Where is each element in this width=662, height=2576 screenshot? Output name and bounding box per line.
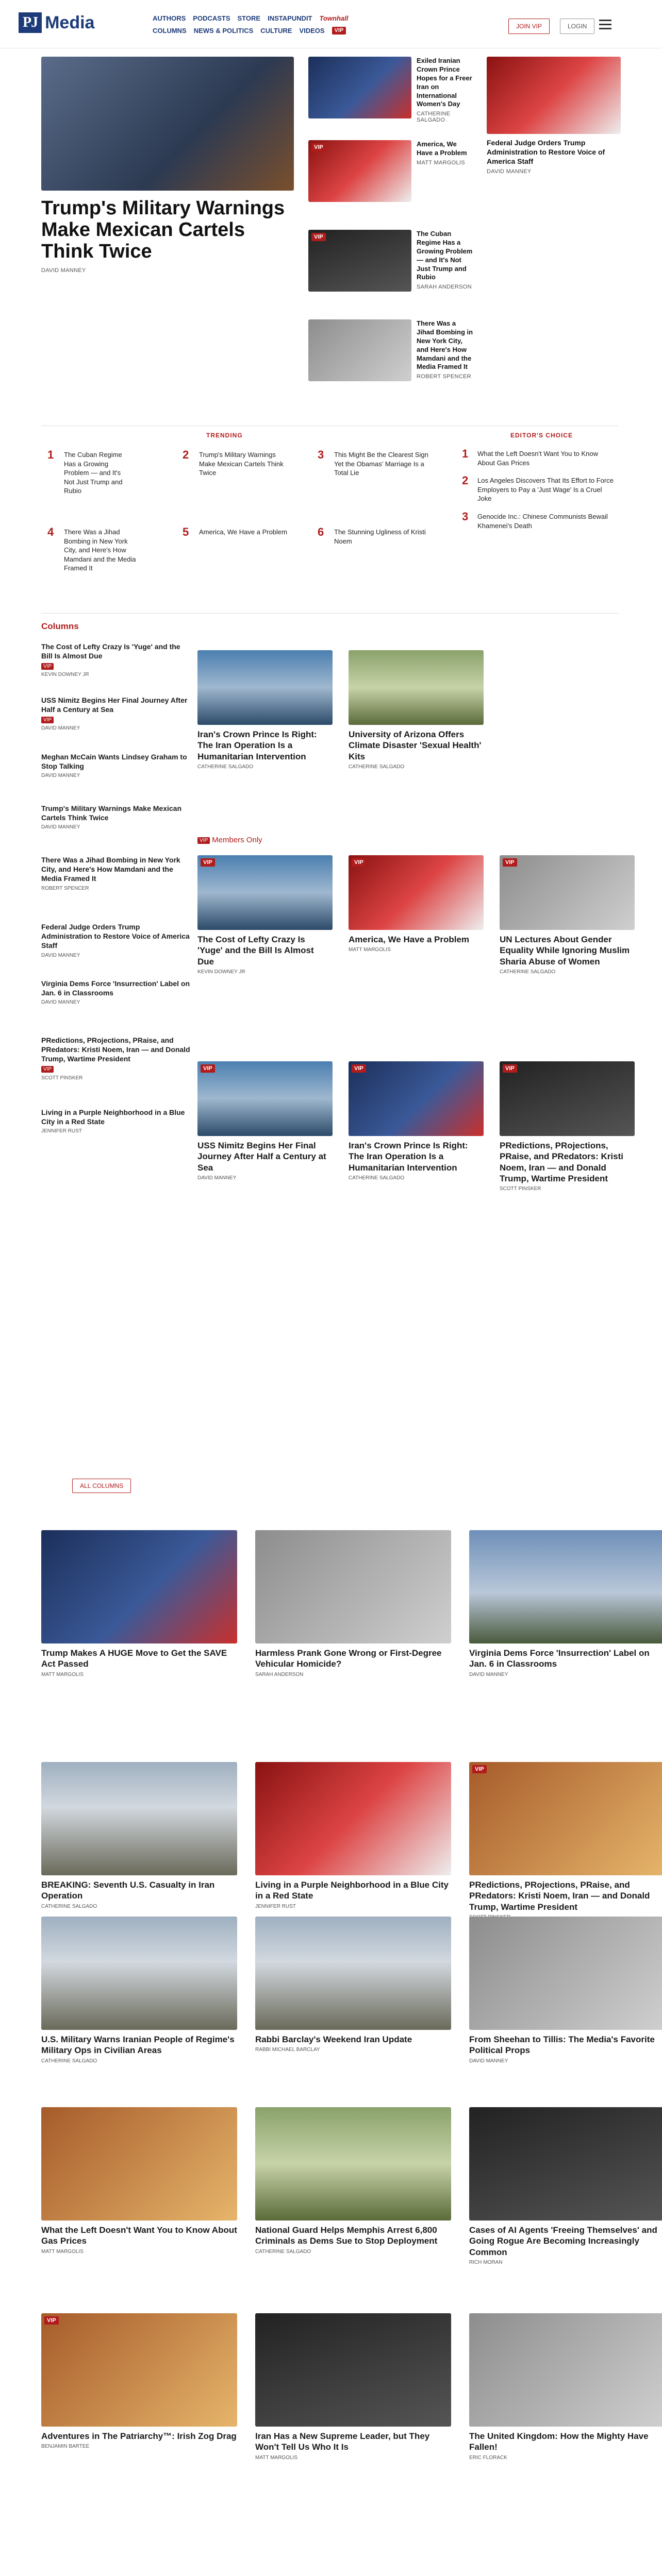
side-story[interactable]: [308, 57, 473, 123]
trending-number: 3: [318, 448, 324, 461]
side-story[interactable]: [487, 57, 621, 175]
article-author[interactable]: DAVID MANNEY: [469, 1671, 508, 1677]
article-author[interactable]: CATHERINE SALGADO: [41, 1903, 97, 1909]
article-card[interactable]: [41, 1917, 237, 2064]
trending-item[interactable]: America, We Have a Problem: [199, 528, 287, 536]
column-author[interactable]: DAVID MANNEY: [41, 999, 80, 1006]
article-image[interactable]: [197, 650, 333, 725]
side-story[interactable]: [308, 230, 473, 292]
article-card[interactable]: [500, 1061, 635, 1192]
column-author[interactable]: DAVID MANNEY: [41, 773, 80, 779]
vip-badge: VIP: [41, 1066, 54, 1073]
column-item[interactable]: [41, 979, 191, 1005]
top-nav: [153, 14, 348, 22]
article-title[interactable]: PRedictions, PRojections, PRaise, and PRedators: Kristi Noem, Iran — and Donald Trump, Wartime President: [469, 1880, 650, 1912]
article-title[interactable]: Harmless Prank Gone Wrong or First-Degree Vehicular Homicide?: [255, 1648, 442, 1669]
article-image[interactable]: [469, 1917, 662, 2030]
trending-number: 4: [47, 526, 54, 538]
article-author[interactable]: CATHERINE SALGADO: [349, 764, 405, 770]
column-title[interactable]: Living in a Purple Neighborhood in a Blue City in a Red State: [41, 1108, 185, 1126]
column-author[interactable]: SCOTT PINSKER: [41, 1075, 83, 1081]
site-header: [0, 0, 662, 48]
article-image[interactable]: [255, 2107, 451, 2221]
article-author[interactable]: SARAH ANDERSON: [255, 1671, 304, 1677]
article-image[interactable]: [255, 2313, 451, 2427]
editors-item[interactable]: Los Angeles Discovers That Its Effort to Force Employers to Pay a 'Just Wage' Is a Cruel Joke: [477, 477, 614, 503]
nav-podcasts[interactable]: PODCASTS: [193, 14, 230, 22]
article-author[interactable]: RABBI MICHAEL BARCLAY: [255, 2047, 320, 2053]
login-button[interactable]: LOGIN: [560, 19, 594, 34]
section-nav: [153, 27, 346, 35]
nav-culture[interactable]: CULTURE: [260, 27, 292, 35]
article-image[interactable]: [500, 855, 635, 930]
editors-item[interactable]: Genocide Inc.: Chinese Communists Bewail Khamenei's Death: [477, 513, 608, 530]
vip-badge: VIP: [311, 143, 326, 151]
article-card[interactable]: [349, 855, 484, 953]
article-card[interactable]: [41, 2107, 237, 2255]
article-author[interactable]: CATHERINE SALGADO: [349, 1175, 405, 1181]
article-author[interactable]: DAVID MANNEY: [469, 2058, 508, 2064]
trending-item[interactable]: Trump's Military Warnings Make Mexican Cartels Think Twice: [199, 451, 284, 477]
article-title[interactable]: Virginia Dems Force 'Insurrection' Label on Jan. 6 in Classrooms: [469, 1648, 650, 1669]
article-card[interactable]: [197, 1061, 333, 1181]
article-title[interactable]: University of Arizona Offers Climate Disaster 'Sexual Health' Kits: [349, 730, 482, 761]
article-card[interactable]: [349, 650, 484, 770]
column-item[interactable]: [41, 1108, 191, 1134]
article-card[interactable]: [255, 1917, 451, 2053]
article-image[interactable]: [41, 2107, 237, 2221]
trending-item[interactable]: There Was a Jihad Bombing in New York City, and Here's How Mamdani and the Media Framed It: [64, 528, 136, 572]
side-story-image[interactable]: [308, 230, 411, 292]
column-item[interactable]: [41, 642, 191, 677]
article-author[interactable]: MATT MARGOLIS: [349, 947, 391, 953]
nav-instapundit[interactable]: INSTAPUNDIT: [268, 14, 312, 22]
vip-badge: VIP: [352, 1064, 366, 1073]
article-author[interactable]: MATT MARGOLIS: [255, 2454, 297, 2461]
members-only-text: Members Only: [212, 836, 262, 844]
editors-number: 2: [462, 474, 469, 487]
hero-image[interactable]: [41, 57, 294, 191]
article-card[interactable]: [500, 855, 635, 975]
article-image[interactable]: [469, 2313, 662, 2427]
article-image[interactable]: [41, 1917, 237, 2030]
column-title[interactable]: The Cost of Lefty Crazy Is 'Yuge' and the Bill Is Almost Due: [41, 642, 180, 660]
side-story[interactable]: [308, 140, 473, 202]
article-card[interactable]: [469, 2107, 662, 2265]
members-only-label: [197, 836, 262, 844]
column-title[interactable]: Federal Judge Orders Trump Administration to Restore Voice of America Staff: [41, 923, 190, 950]
vip-badge: VIP: [201, 858, 215, 867]
article-card[interactable]: [469, 1917, 662, 2064]
column-title[interactable]: USS Nimitz Begins Her Final Journey After Half a Century at Sea: [41, 696, 188, 714]
article-card[interactable]: [41, 1530, 237, 1677]
article-title[interactable]: Iran's Crown Prince Is Right: The Iran Operation Is a Humanitarian Intervention: [349, 1141, 468, 1173]
article-image[interactable]: [469, 1762, 662, 1875]
side-story[interactable]: [308, 319, 473, 381]
article-image[interactable]: [41, 1530, 237, 1643]
article-card[interactable]: [41, 1762, 237, 1909]
side-story-author[interactable]: SARAH ANDERSON: [417, 284, 472, 291]
join-vip-button[interactable]: JOIN VIP: [508, 19, 550, 34]
article-title[interactable]: From Sheehan to Tillis: The Media's Favorite Political Props: [469, 2035, 655, 2056]
all-columns-button[interactable]: ALL COLUMNS: [72, 1479, 131, 1493]
article-author[interactable]: MATT MARGOLIS: [41, 2248, 84, 2255]
article-title[interactable]: PRedictions, PRojections, PRaise, and PRedators: Kristi Noem, Iran — and Donald Trump, Wartime President: [500, 1141, 623, 1183]
article-image[interactable]: [349, 1061, 484, 1136]
trending-number: 6: [318, 526, 324, 538]
columns-heading[interactable]: Columns: [41, 621, 79, 631]
article-image[interactable]: [349, 650, 484, 725]
side-story-image[interactable]: [308, 140, 411, 202]
side-story-author[interactable]: ROBERT SPENCER: [417, 374, 471, 380]
article-title[interactable]: Iran's Crown Prince Is Right: The Iran Operation Is a Humanitarian Intervention: [197, 730, 317, 761]
trending-label: TRENDING: [206, 432, 243, 439]
column-author[interactable]: DAVID MANNEY: [41, 725, 80, 732]
article-card[interactable]: [469, 2313, 662, 2461]
article-card[interactable]: [41, 2313, 237, 2449]
article-author[interactable]: CATHERINE SALGADO: [255, 2248, 311, 2255]
vip-badge: VIP: [201, 1064, 215, 1073]
side-story-title[interactable]: Federal Judge Orders Trump Administration to Restore Voice of America Staff: [487, 139, 605, 166]
article-card[interactable]: [255, 1762, 451, 1909]
article-title[interactable]: USS Nimitz Begins Her Final Journey After Half a Century at Sea: [197, 1141, 326, 1173]
nav-authors[interactable]: AUTHORS: [153, 14, 186, 22]
side-story-author[interactable]: CATHERINE SALGADO: [417, 111, 451, 124]
article-card[interactable]: [197, 650, 333, 770]
hero-title[interactable]: Trump's Military Warnings Make Mexican Cartels Think Twice: [41, 197, 285, 262]
column-title[interactable]: PRedictions, PRojections, PRaise, and PRedators: Kristi Noem, Iran — and Donald Trump, Wartime President: [41, 1036, 190, 1063]
nav-townhall[interactable]: Townhall: [319, 14, 349, 22]
logo-pj: PJ: [19, 12, 42, 33]
side-story-title[interactable]: There Was a Jihad Bombing in New York City, and Here's How Mamdani and the Media Framed It: [417, 319, 473, 371]
article-author[interactable]: DAVID MANNEY: [197, 1175, 237, 1181]
column-author[interactable]: JENNIFER RUST: [41, 1128, 82, 1134]
side-story-title[interactable]: America, We Have a Problem: [417, 140, 467, 157]
column-item[interactable]: [41, 804, 191, 830]
vip-badge: VIP: [472, 1765, 487, 1773]
column-author[interactable]: KEVIN DOWNEY JR: [41, 672, 89, 678]
article-title[interactable]: The Cost of Lefty Crazy Is 'Yuge' and the Bill Is Almost Due: [197, 935, 314, 967]
trending-number: 2: [183, 448, 189, 461]
article-title[interactable]: Living in a Purple Neighborhood in a Blue City in a Red State: [255, 1880, 449, 1901]
side-story-title[interactable]: Exiled Iranian Crown Prince Hopes for a Freer Iran on International Women's Day: [417, 57, 472, 108]
logo-media: Media: [45, 12, 95, 32]
article-author[interactable]: BENJAMIN BARTEE: [41, 2444, 90, 2450]
hero-article[interactable]: [41, 57, 294, 274]
side-story-author[interactable]: MATT MARGOLIS: [417, 159, 465, 166]
vip-badge: VIP: [311, 233, 326, 241]
side-story-image[interactable]: [308, 57, 411, 118]
article-card[interactable]: [469, 1530, 662, 1677]
column-author[interactable]: DAVID MANNEY: [41, 952, 80, 958]
article-title[interactable]: U.S. Military Warns Iranian People of Regime's Military Ops in Civilian Areas: [41, 2035, 235, 2056]
nav-vip[interactable]: VIP: [332, 27, 346, 35]
vip-badge: VIP: [503, 1064, 517, 1073]
article-image[interactable]: [349, 855, 484, 930]
trending-item[interactable]: The Stunning Ugliness of Kristi Noem: [334, 528, 426, 545]
editors-item[interactable]: What the Left Doesn't Want You to Know About Gas Prices: [477, 450, 598, 467]
divider: [41, 613, 619, 614]
article-image[interactable]: [255, 1917, 451, 2030]
column-item[interactable]: [41, 855, 191, 891]
column-title[interactable]: There Was a Jihad Bombing in New York City, and Here's How Mamdani and the Media Framed It: [41, 856, 180, 883]
article-card[interactable]: [197, 855, 333, 975]
vip-badge: VIP: [44, 2316, 59, 2325]
article-author[interactable]: MATT MARGOLIS: [41, 1671, 84, 1677]
column-title[interactable]: Trump's Military Warnings Make Mexican Cartels Think Twice: [41, 804, 181, 822]
column-item[interactable]: [41, 696, 191, 731]
nav-news-politics[interactable]: NEWS & POLITICS: [193, 27, 254, 35]
article-title[interactable]: Trump Makes A HUGE Move to Get the SAVE Act Passed: [41, 1648, 227, 1669]
column-item[interactable]: [41, 922, 191, 958]
article-image[interactable]: [469, 2107, 662, 2221]
column-item[interactable]: [41, 752, 191, 778]
article-author[interactable]: RICH MORAN: [469, 2259, 503, 2265]
side-story-author[interactable]: DAVID MANNEY: [487, 168, 532, 175]
column-title[interactable]: Meghan McCain Wants Lindsey Graham to Stop Talking: [41, 753, 187, 771]
editors-choice-label: EDITOR'S CHOICE: [510, 432, 573, 439]
article-title[interactable]: What the Left Doesn't Want You to Know About Gas Prices: [41, 2225, 237, 2246]
trending-number: 5: [183, 526, 189, 538]
article-image[interactable]: [255, 1530, 451, 1643]
side-story-image[interactable]: [308, 319, 411, 381]
hamburger-icon[interactable]: [599, 20, 611, 32]
article-card[interactable]: [255, 1530, 451, 1677]
article-author[interactable]: JENNIFER RUST: [255, 1903, 296, 1909]
article-title[interactable]: The United Kingdom: How the Mighty Have Fallen!: [469, 2431, 649, 2452]
article-title[interactable]: UN Lectures About Gender Equality While Ignoring Muslim Sharia Abuse of Women: [500, 935, 630, 967]
side-story-title[interactable]: The Cuban Regime Has a Growing Problem — and It's Not Just Trump and Rubio: [417, 230, 473, 281]
article-card[interactable]: [255, 2313, 451, 2461]
article-title[interactable]: Iran Has a New Supreme Leader, but They Won't Tell Us Who It Is: [255, 2431, 430, 2452]
article-author[interactable]: KEVIN DOWNEY JR: [197, 969, 245, 975]
hero-author[interactable]: DAVID MANNEY: [41, 267, 86, 274]
vip-badge: VIP: [352, 858, 366, 867]
article-title[interactable]: Rabbi Barclay's Weekend Iran Update: [255, 2035, 412, 2044]
vip-badge: VIP: [503, 858, 517, 867]
vip-badge: VIP: [197, 837, 210, 844]
column-item[interactable]: [41, 1036, 191, 1081]
editors-number: 1: [462, 447, 469, 460]
side-story-image[interactable]: [487, 57, 621, 134]
article-image[interactable]: [41, 1762, 237, 1875]
vip-badge: VIP: [41, 717, 54, 723]
article-card[interactable]: [349, 1061, 484, 1181]
trending-number: 1: [47, 448, 54, 461]
article-image[interactable]: [197, 855, 333, 930]
article-image[interactable]: [255, 1762, 451, 1875]
column-author[interactable]: ROBERT SPENCER: [41, 885, 89, 891]
article-image[interactable]: [41, 2313, 237, 2427]
article-image[interactable]: [197, 1061, 333, 1136]
trending-item[interactable]: The Cuban Regime Has a Growing Problem — and It's Not Just Trump and Rubio: [64, 451, 123, 495]
article-card[interactable]: [255, 2107, 451, 2255]
nav-columns[interactable]: COLUMNS: [153, 27, 187, 35]
article-title[interactable]: Adventures in The Patriarchy™: Irish Zog Drag: [41, 2431, 237, 2441]
column-title[interactable]: Virginia Dems Force 'Insurrection' Label on Jan. 6 in Classrooms: [41, 979, 190, 997]
column-author[interactable]: DAVID MANNEY: [41, 824, 80, 831]
article-title[interactable]: BREAKING: Seventh U.S. Casualty in Iran Operation: [41, 1880, 215, 1901]
site-logo[interactable]: [19, 12, 94, 33]
trending-item[interactable]: This Might Be the Clearest Sign Yet the Obamas' Marriage Is a Total Lie: [334, 451, 428, 477]
article-title[interactable]: America, We Have a Problem: [349, 935, 470, 944]
article-author[interactable]: CATHERINE SALGADO: [500, 969, 556, 975]
article-card[interactable]: [469, 1762, 662, 1920]
nav-store[interactable]: STORE: [237, 14, 261, 22]
article-image[interactable]: [469, 1530, 662, 1643]
article-author[interactable]: CATHERINE SALGADO: [197, 764, 254, 770]
vip-badge: VIP: [41, 663, 54, 670]
article-title[interactable]: Cases of AI Agents 'Freeing Themselves' and Going Rogue Are Becoming Increasingly Common: [469, 2225, 657, 2257]
article-image[interactable]: [500, 1061, 635, 1136]
article-title[interactable]: National Guard Helps Memphis Arrest 6,800 Criminals as Dems Sue to Stop Deployment: [255, 2225, 438, 2246]
editors-number: 3: [462, 510, 469, 523]
nav-videos[interactable]: VIDEOS: [299, 27, 325, 35]
article-author[interactable]: ERIC FLORACK: [469, 2454, 507, 2461]
article-author[interactable]: CATHERINE SALGADO: [41, 2058, 97, 2064]
article-author[interactable]: SCOTT PINSKER: [500, 1186, 541, 1192]
